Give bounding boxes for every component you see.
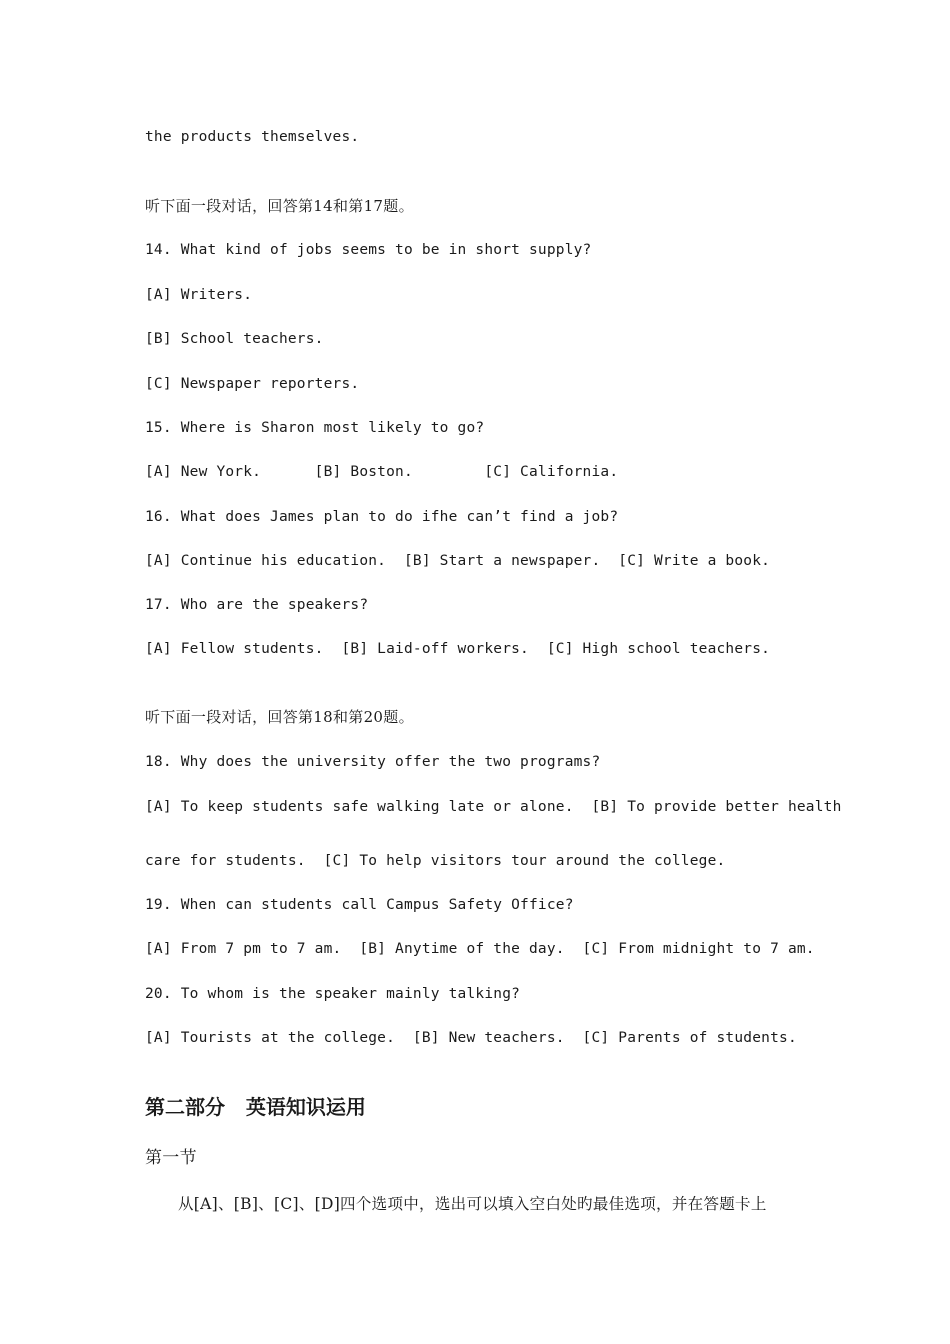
question-16: 16. What does James plan to do ifhe can’t find a job?: [145, 509, 619, 525]
option-line: [A] To keep students safe walking late or alone. [B] To provide better health: [145, 799, 842, 815]
question-18: 18. Why does the university offer the two programs?: [145, 754, 601, 770]
option-line: [A] Tourists at the college. [B] New teachers. [C] Parents of students.: [145, 1030, 797, 1046]
section-title: 第二部分 英语知识运用: [145, 1095, 366, 1119]
option-line: [A] Fellow students. [B] Laid-off workers. [C] High school teachers.: [145, 641, 771, 657]
option-line: [A] Continue his education. [B] Start a newspaper. [C] Write a book.: [145, 553, 771, 569]
option-line: care for students. [C] To help visitors tour around the college.: [145, 853, 726, 869]
question-20: 20. To whom is the speaker mainly talking?: [145, 986, 521, 1002]
dialogue-instruction: 听下面一段对话，回答第18和第20题。: [145, 708, 414, 726]
option-line: [A] Writers.: [145, 287, 253, 303]
section-instruction: 从[A]、[B]、[C]、[D]四个选项中，选出可以填入空白处旳最佳选项，并在答题卡上: [178, 1195, 767, 1213]
question-19: 19. When can students call Campus Safety Office?: [145, 897, 574, 913]
option-line: [B] School teachers.: [145, 331, 324, 347]
question-17: 17. Who are the speakers?: [145, 597, 369, 613]
question-15: 15. Where is Sharon most likely to go?: [145, 420, 485, 436]
option-line: [A] New York. [B] Boston. [C] California.: [145, 464, 619, 480]
question-14: 14. What kind of jobs seems to be in short supply?: [145, 242, 592, 258]
section-subtitle: 第一节: [145, 1148, 197, 1168]
dialogue-instruction: 听下面一段对话，回答第14和第17题。: [145, 197, 414, 215]
text-line: the products themselves.: [145, 129, 360, 145]
option-line: [A] From 7 pm to 7 am. [B] Anytime of the day. [C] From midnight to 7 am.: [145, 941, 815, 957]
option-line: [C] Newspaper reporters.: [145, 376, 360, 392]
